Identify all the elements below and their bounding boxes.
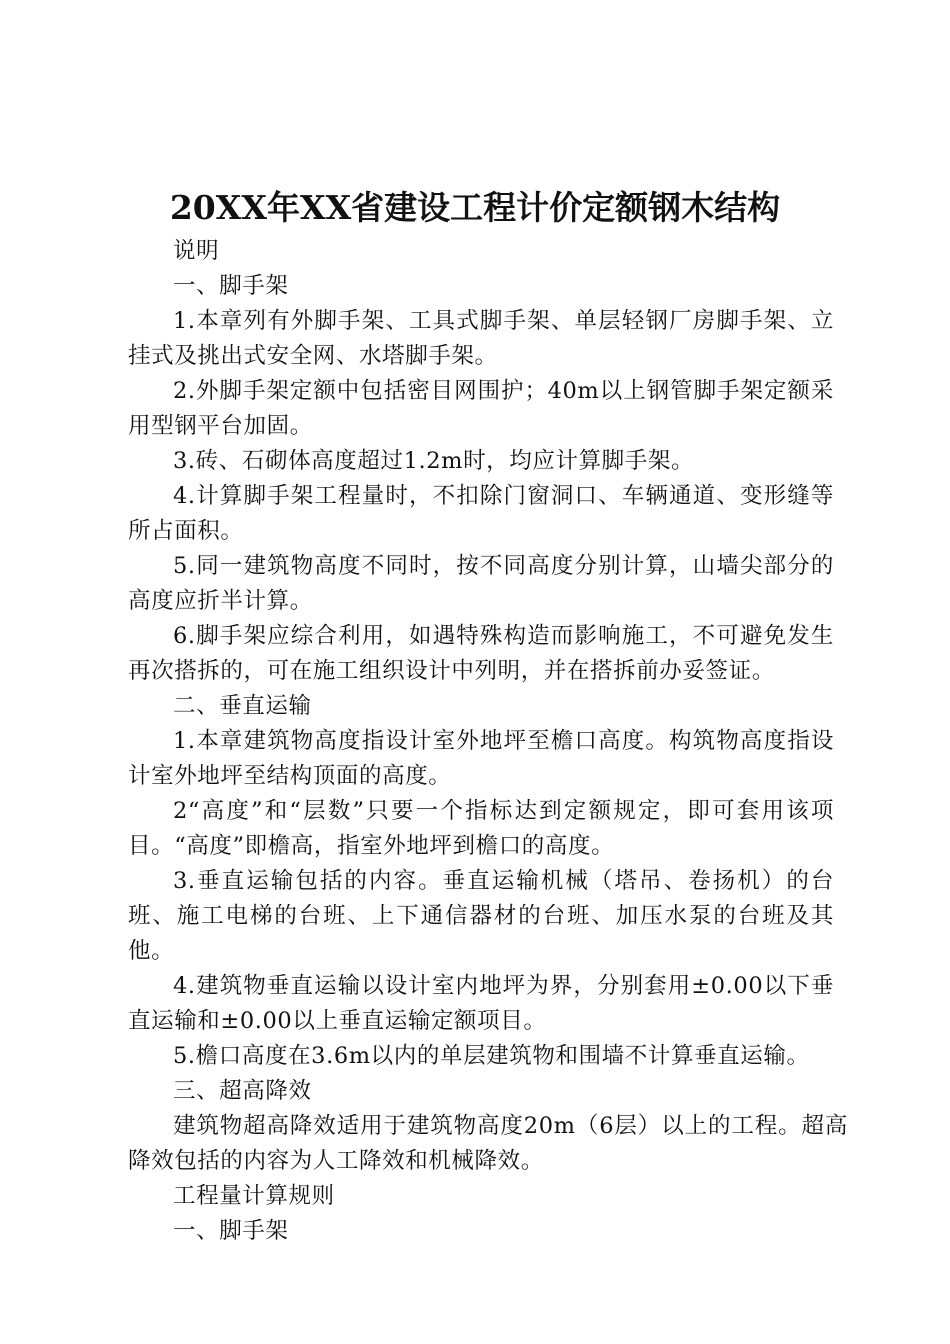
paragraph-item: 建筑物超高降效适用于建筑物高度20m（6层）以上的工程。超高降效包括的内容为人工降效和机械降效。	[128, 1113, 848, 1174]
section-heading-quantity-rules: 工程量计算规则	[173, 1183, 335, 1209]
document-title: 20XX年XX省建设工程计价定额钢木结构	[169, 188, 781, 227]
paragraph-item: 2“高度”和“层数”只要一个指标达到定额规定，即可套用该项目。“高度”即檐高，指室外地坪到檐口的高度。	[128, 798, 834, 859]
paragraph-item: 5.檐口高度在3.6m以内的单层建筑物和围墙不计算垂直运输。	[173, 1043, 810, 1069]
section-heading-scaffolding-rules: 一、脚手架	[173, 1218, 289, 1244]
paragraph-item: 6.脚手架应综合利用，如遇特殊构造而影响施工，不可避免发生再次搭拆的，可在施工组织设计中列明，并在搭拆前办妥签证。	[128, 623, 834, 684]
paragraph-item: 3.砖、石砌体高度超过1.2m时，均应计算脚手架。	[173, 448, 695, 474]
paragraph-item: 1.本章列有外脚手架、工具式脚手架、单层轻钢厂房脚手架、立挂式及挑出式安全网、水塔脚手架。	[128, 308, 834, 369]
paragraph-item: 4.计算脚手架工程量时，不扣除门窗洞口、车辆通道、变形缝等所占面积。	[128, 483, 834, 544]
paragraph-item: 5.同一建筑物高度不同时，按不同高度分别计算，山墙尖部分的高度应折半计算。	[128, 553, 834, 614]
section-heading-vertical-transport: 二、垂直运输	[173, 693, 312, 719]
document-body	[128, 234, 848, 1249]
section-heading-scaffolding: 一、脚手架	[173, 273, 289, 299]
section-heading-height-efficiency: 三、超高降效	[173, 1078, 312, 1104]
paragraph-item: 2.外脚手架定额中包括密目网围护；40m以上钢管脚手架定额采用型钢平台加固。	[128, 378, 834, 439]
paragraph-item: 4.建筑物垂直运输以设计室内地坪为界，分别套用±0.00以下垂直运输和±0.00以上垂直运输定额项目。	[128, 973, 834, 1034]
paragraph-item: 3.垂直运输包括的内容。垂直运输机械（塔吊、卷扬机）的台班、施工电梯的台班、上下通信器材的台班、加压水泵的台班及其他。	[128, 868, 834, 964]
paragraph-explanation-heading: 说明	[173, 238, 220, 264]
paragraph-item: 1.本章建筑物高度指设计室外地坪至檐口高度。构筑物高度指设计室外地坪至结构顶面的高度。	[128, 728, 834, 789]
